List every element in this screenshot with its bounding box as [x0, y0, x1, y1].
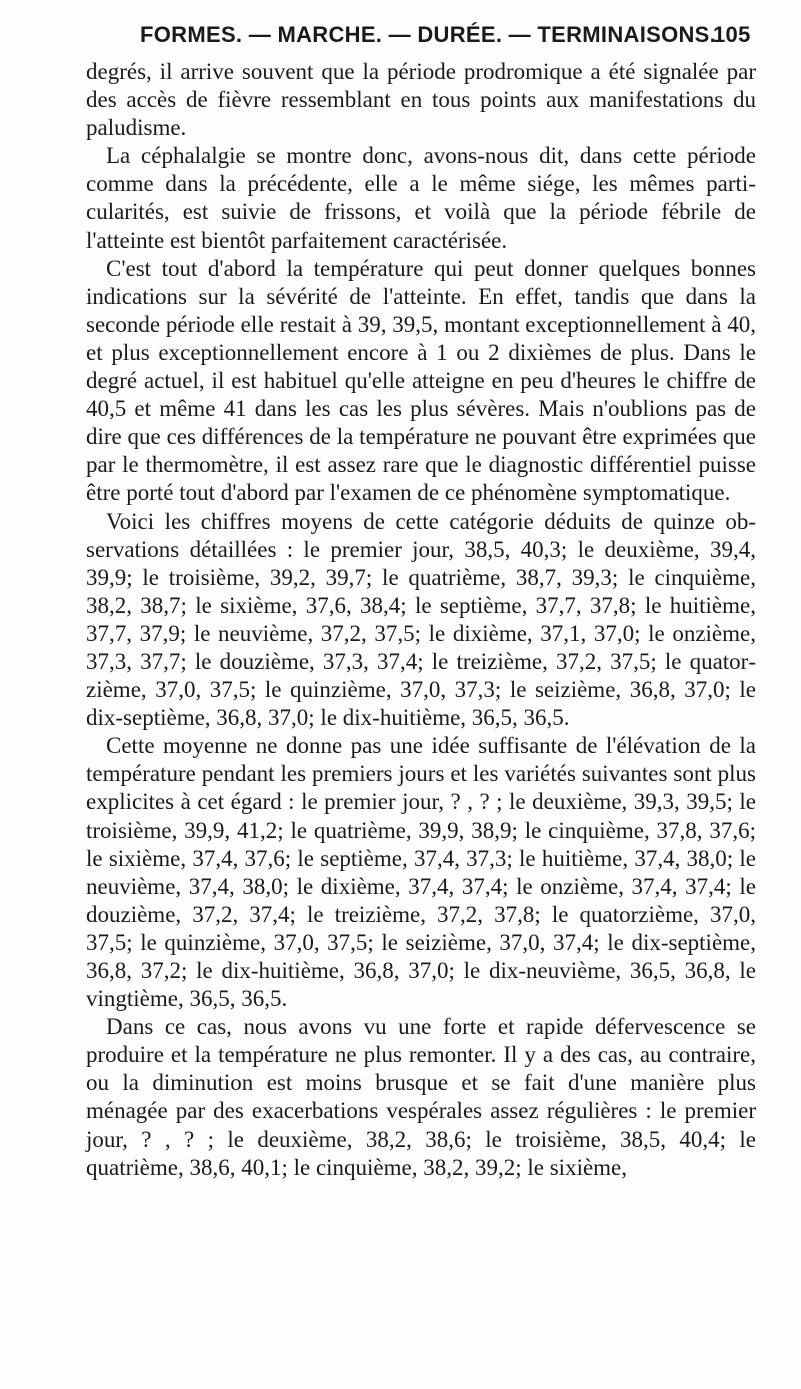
paragraph-chiffres-moyens: Voici les chiffres moyens de cette catégorie déduits de quinze observations détaillées : le premier jour, 38,5, 40,3; le deuxième, 39,4, 39,9; le troisième, 39,2, 39,7; le quatrième, 38,7, 39,3; le cinquième, 38,2, 38,7; le sixième, 37,6, 38,4; le septième, 37,7, 37,8; le huitième, 37,7, 37,9; le neuvième, 37,2, 37,5; le dixième, 37,1, 37,0; le onzième, 37,3, 37,7; le douzième, 37,3, 37,4; le treizième, 37,2, 37,5; le quatorzième, 37,0, 37,5; le quinzième, 37,0, 37,3; le seizième, 36,8, 37,0; le dix-septième, 36,8, 37,0; le dix-huitième, 36,5, 36,5.: [86, 508, 756, 731]
running-head: [0, 14, 801, 54]
paragraph-cephalalgie: La céphalalgie se montre donc, avons-nous dit, dans cette période comme dans la précédente, elle a le même siége, les mêmes particularités, est suivie de frissons, et voilà que la période fébrile de l'atteinte est bientôt parfaitement caractérisée.: [86, 143, 756, 253]
body-text: [86, 58, 756, 1182]
paragraph-continuation: degrés, il arrive souvent que la période prodromique a été signalée par des accès de fièvre ressemblant en tous points aux manifestations du paludisme.: [86, 59, 756, 141]
paragraph-defervescence: Dans ce cas, nous avons vu une forte et rapide défervescence se produire et la température ne plus remonter. Il y a des cas, au contraire, ou la diminution est moins brusque et se fait d'une manière plus ménagée par des exacerbations vespérales assez régulières : le premier jour, ? , ? ; le deuxième, 38,2, 38,6; le troisième, 38,5, 40,4; le quatrième, 38,6, 40,1; le cinquième, 38,2, 39,2; le sixième,: [86, 1014, 756, 1180]
paragraph-moyenne: Cette moyenne ne donne pas une idée suffisante de l'élévation de la température pendant les premiers jours et les variétés suivantes sont plus explicites à cet égard : le premier jour, ? , ? ; le deuxième, 39,3, 39,5; le troisième, 39,9, 41,2; le quatrième, 39,9, 38,9; le cinquième, 37,8, 37,6; le sixième, 37,4, 37,6; le septième, 37,4, 37,3; le huitième, 37,4, 38,0; le neuvième, 37,4, 38,0; le dixième, 37,4, 37,4; le onzième, 37,4, 37,4; le douzième, 37,2, 37,4; le treizième, 37,2, 37,8; le quatorzième, 37,0, 37,5; le quinzième, 37,0, 37,5; le seizième, 37,0, 37,4; le dix-septième, 36,8, 37,2; le dix-huitième, 36,8, 37,0; le dix-neuvième, 36,5, 36,8, le vingtième, 36,5, 36,5.: [86, 733, 756, 1012]
running-head-title: FORMES. — MARCHE. — DURÉE. — TERMINAISONS.: [140, 22, 717, 47]
page-number: 105: [713, 22, 751, 47]
paragraph-temperature: C'est tout d'abord la température qui peut donner quelques bonnes indications sur la sévérité de l'atteinte. En effet, tandis que dans la seconde période elle restait à 39, 39,5, montant exceptionnellement à 40, et plus exceptionnellement encore à 1 ou 2 dixièmes de plus. Dans le degré actuel, il est habituel qu'elle atteigne en peu d'heures le chiffre de 40,5 et même 41 dans les cas les plus sévères. Mais n'oublions pas de dire que ces différences de la température ne pouvant être exprimées que par le thermomètre, il est assez rare que le diagnostic différentiel puisse être porté tout d'abord par l'examen de ce phénomène symptomatique.: [86, 255, 756, 506]
